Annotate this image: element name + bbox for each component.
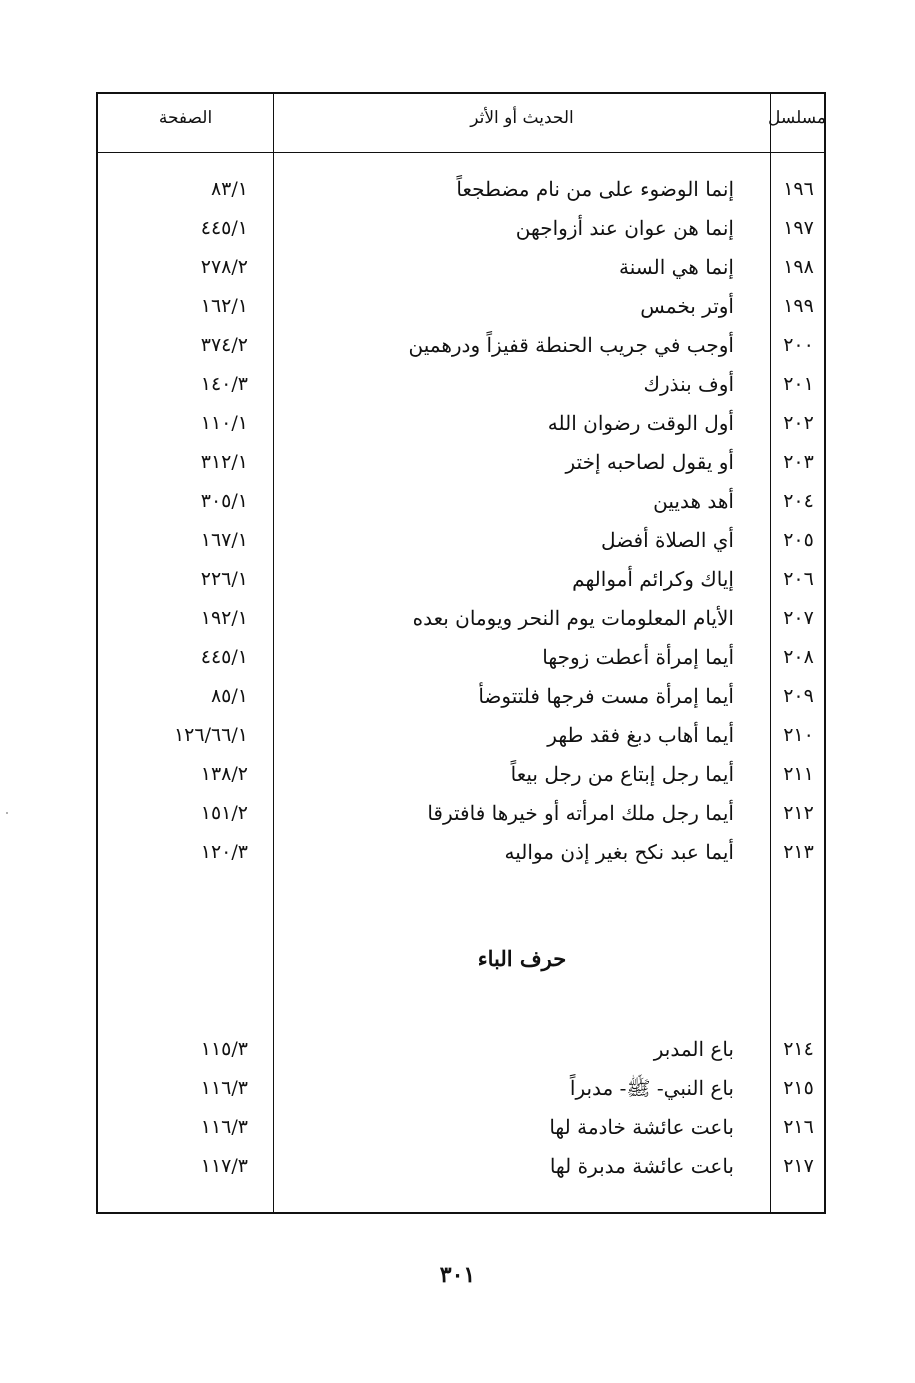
row-page-ref: ١٦٢/١ <box>200 295 248 317</box>
header-divider <box>98 152 824 153</box>
row-hadith-text: أيما رجل إبتاع من رجل بيعاً <box>510 762 734 786</box>
row-page-ref: ١١٦/٣ <box>200 1077 248 1099</box>
row-hadith-text: باع النبي- ﷺ- مدبراً <box>569 1076 734 1100</box>
row-hadith-text: أهد هديين <box>653 489 734 513</box>
row-serial: ١٩٧ <box>783 217 814 239</box>
row-page-ref: ١٢٦/٦٦/١ <box>173 724 248 746</box>
table-row <box>98 720 824 759</box>
table-row <box>98 1112 824 1151</box>
row-page-ref: ١٦٧/١ <box>200 529 248 551</box>
header-hadith: الحديث أو الأثر <box>470 108 574 128</box>
row-serial: ٢١٧ <box>783 1155 814 1177</box>
row-hadith-text: أو يقول لصاحبه إختر <box>565 450 734 474</box>
row-serial: ٢١٦ <box>783 1116 814 1138</box>
row-serial: ٢١٤ <box>783 1038 814 1060</box>
table-row <box>98 837 824 876</box>
row-page-ref: ١٩٢/١ <box>200 607 248 629</box>
row-page-ref: ١٥١/٢ <box>200 802 248 824</box>
row-hadith-text: أوتر بخمس <box>640 294 734 318</box>
row-hadith-text: باعت عائشة مدبرة لها <box>549 1154 734 1178</box>
table-row <box>98 642 824 681</box>
table-row <box>98 369 824 408</box>
row-page-ref: ١١٧/٣ <box>200 1155 248 1177</box>
row-hadith-text: إنما الوضوء على من نام مضطجعاً <box>456 177 734 201</box>
row-serial: ٢٠٧ <box>783 607 814 629</box>
row-serial: ٢١٢ <box>783 802 814 824</box>
table-row <box>98 486 824 525</box>
row-hadith-text: إنما هن عوان عند أزواجهن <box>515 216 734 240</box>
row-hadith-text: إياك وكرائم أموالهم <box>572 567 734 591</box>
row-hadith-text: أيما إمرأة أعطت زوجها <box>542 645 734 669</box>
table-row <box>98 447 824 486</box>
row-serial: ٢١١ <box>783 763 814 785</box>
row-page-ref: ٤٤٥/١ <box>200 217 248 239</box>
table-row <box>98 798 824 837</box>
row-page-ref: ٣١٢/١ <box>200 451 248 473</box>
row-serial: ٢١٣ <box>783 841 814 863</box>
table-row <box>98 408 824 447</box>
page-number: ٣٠١ <box>439 1262 476 1288</box>
table-row <box>98 525 824 564</box>
row-serial: ٢٠٤ <box>783 490 814 512</box>
row-hadith-text: باع المدبر <box>653 1037 734 1061</box>
row-hadith-text: الأيام المعلومات يوم النحر ويومان بعده <box>412 606 734 630</box>
row-serial: ٢١٥ <box>783 1077 814 1099</box>
row-page-ref: ٨٥/١ <box>210 685 248 707</box>
header-serial: مسلسل <box>768 108 826 128</box>
row-serial: ٢٠٣ <box>783 451 814 473</box>
row-hadith-text: أي الصلاة أفضل <box>601 528 734 552</box>
table-row <box>98 603 824 642</box>
row-serial: ١٩٩ <box>783 295 814 317</box>
row-page-ref: ٤٤٥/١ <box>200 646 248 668</box>
row-page-ref: ٣٧٤/٢ <box>200 334 248 356</box>
row-serial: ١٩٦ <box>783 178 814 200</box>
table-row <box>98 1073 824 1112</box>
table-row <box>98 1151 824 1190</box>
section-title: حرف الباء <box>477 946 567 971</box>
row-page-ref: ١١٠/١ <box>200 412 248 434</box>
index-table <box>96 92 826 1214</box>
row-page-ref: ١٣٨/٢ <box>200 763 248 785</box>
row-serial: ٢٠٩ <box>783 685 814 707</box>
row-hadith-text: أول الوقت رضوان الله <box>547 411 734 435</box>
row-serial: ٢٠٥ <box>783 529 814 551</box>
table-row <box>98 252 824 291</box>
row-page-ref: ٢٧٨/٢ <box>200 256 248 278</box>
row-hadith-text: أيما إمرأة مست فرجها فلتتوضأ <box>478 684 734 708</box>
table-row <box>98 564 824 603</box>
row-serial: ٢٠٢ <box>783 412 814 434</box>
row-hadith-text: أوجب في جريب الحنطة قفيزاً ودرهمين <box>408 333 734 357</box>
row-page-ref: ٣٠٥/١ <box>200 490 248 512</box>
row-serial: ٢٠٠ <box>783 334 814 356</box>
table-row <box>98 1034 824 1073</box>
row-page-ref: ١٤٠/٣ <box>200 373 248 395</box>
row-hadith-text: أوف بنذرك <box>643 372 734 396</box>
header-page: الصفحة <box>158 108 213 128</box>
row-hadith-text: باعت عائشة خادمة لها <box>549 1115 734 1139</box>
row-hadith-text: أيما عبد نكح بغير إذن مواليه <box>504 840 734 864</box>
row-page-ref: ١١٥/٣ <box>200 1038 248 1060</box>
table-row <box>98 213 824 252</box>
table-row <box>98 759 824 798</box>
row-page-ref: ٢٢٦/١ <box>200 568 248 590</box>
row-hadith-text: أيما أهاب دبغ فقد طهر <box>547 723 734 747</box>
table-row <box>98 174 824 213</box>
scan-speck <box>6 812 8 814</box>
table-row <box>98 681 824 720</box>
table-row <box>98 291 824 330</box>
row-hadith-text: أيما رجل ملك امرأته أو خيرها فافترقا <box>427 801 734 825</box>
row-serial: ٢٠١ <box>783 373 814 395</box>
table-row <box>98 330 824 369</box>
row-page-ref: ١٢٠/٣ <box>200 841 248 863</box>
row-serial: ١٩٨ <box>783 256 814 278</box>
row-page-ref: ١١٦/٣ <box>200 1116 248 1138</box>
row-page-ref: ٨٣/١ <box>210 178 248 200</box>
row-serial: ٢١٠ <box>783 724 814 746</box>
row-serial: ٢٠٨ <box>783 646 814 668</box>
row-hadith-text: إنما هي السنة <box>619 255 734 279</box>
row-serial: ٢٠٦ <box>783 568 814 590</box>
